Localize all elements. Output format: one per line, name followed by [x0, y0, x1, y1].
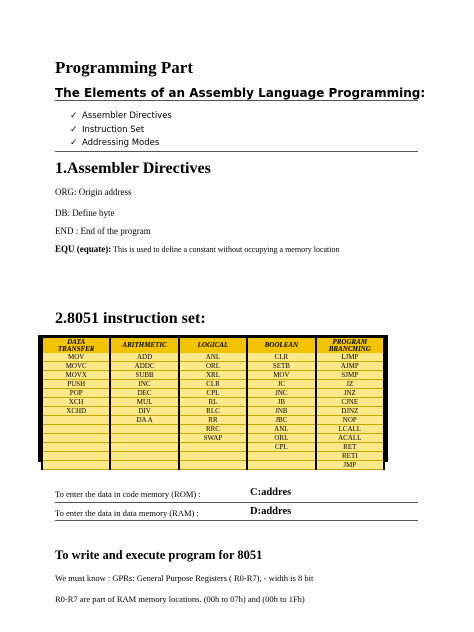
table-cell: NOP — [316, 416, 384, 425]
list-item: ✓ Instruction Set — [70, 124, 172, 138]
table-cell: MOV — [42, 353, 110, 362]
table-cell — [179, 443, 247, 452]
table-row — [42, 461, 384, 470]
write-execute-heading: To write and execute program for 8051 — [55, 548, 263, 562]
instruction-set-heading: 2.8051 instruction set: — [55, 310, 206, 327]
table-row — [42, 434, 384, 443]
table-cell: SWAP — [179, 434, 247, 443]
checkmark-icon: ✓ — [70, 138, 78, 148]
table-cell: ANL — [179, 353, 247, 362]
table-cell: SETB — [247, 362, 315, 371]
table-cell — [42, 452, 110, 461]
table-cell: ANL — [247, 425, 315, 434]
table-cell: JBC — [247, 416, 315, 425]
table-cell: XCHD — [42, 407, 110, 416]
directive-db: DB: Define byte — [55, 208, 115, 218]
table-cell: ADD — [110, 353, 178, 362]
table-cell: XCH — [42, 398, 110, 407]
checkmark-icon: ✓ — [70, 124, 78, 135]
data-memory-underline — [55, 520, 418, 521]
table-cell: DEC — [110, 389, 178, 398]
table-cell — [42, 416, 110, 425]
table-cell — [42, 434, 110, 443]
table-row — [42, 407, 384, 416]
table-cell — [42, 461, 110, 470]
table-header-row — [42, 338, 384, 353]
table-cell: MOVX — [42, 371, 110, 380]
heading-underline — [55, 100, 418, 101]
elements-heading: The Elements of an Assembly Language Programming: — [55, 86, 426, 100]
table-cell — [247, 461, 315, 470]
table-header-cell: DATA TRANSFER — [42, 338, 110, 353]
instruction-set-table — [38, 335, 388, 469]
table-cell: RLC — [179, 407, 247, 416]
table-cell — [179, 452, 247, 461]
data-memory-value: D:addres — [250, 506, 292, 517]
table-cell: MOV — [247, 371, 315, 380]
table-cell: ADDC — [110, 362, 178, 371]
table-row — [42, 416, 384, 425]
table-cell: AJMP — [316, 362, 384, 371]
table-cell: INC — [110, 380, 178, 389]
table-cell — [179, 461, 247, 470]
table-cell: RR — [179, 416, 247, 425]
table-cell: PUSH — [42, 380, 110, 389]
page-title: Programming Part — [55, 58, 194, 77]
assembler-directives-heading: 1.Assembler Directives — [55, 160, 211, 177]
table-row — [42, 371, 384, 380]
data-memory-label: To enter the data in data memory (RAM) : — [55, 508, 199, 518]
table-cell: LCALL — [316, 425, 384, 434]
table-cell: RET — [316, 443, 384, 452]
table-header-cell: LOGICAL — [179, 338, 247, 353]
table-row — [42, 452, 384, 461]
table-cell: JB — [247, 398, 315, 407]
table-cell: SJMP — [316, 371, 384, 380]
directive-equ-description: This is used to define a constant without occupying a memory location — [111, 245, 340, 254]
list-underline — [55, 151, 418, 152]
table-cell: RRC — [179, 425, 247, 434]
list-item: ✓ Addressing Modes — [70, 137, 172, 151]
table-cell: JC — [247, 380, 315, 389]
directive-org: ORG: Origin address — [55, 187, 132, 197]
table-row — [42, 362, 384, 371]
table-cell: JZ — [316, 380, 384, 389]
table-header-cell: BOOLEAN — [247, 338, 315, 353]
ram-note: R0-R7 are part of RAM memory locations. (00h to 07h) and (00h to 1Fh) — [55, 594, 305, 604]
table-cell: LJMP — [316, 353, 384, 362]
table-row — [42, 425, 384, 434]
table-cell: JNZ — [316, 389, 384, 398]
table-cell: CPL — [247, 443, 315, 452]
table-cell — [110, 461, 178, 470]
table-row — [42, 389, 384, 398]
table-cell — [110, 434, 178, 443]
table-cell: RL — [179, 398, 247, 407]
directive-equ — [55, 244, 340, 254]
table-cell — [110, 443, 178, 452]
table-cell: CPL — [179, 389, 247, 398]
table-header-cell: ARITHMETIC — [110, 338, 178, 353]
table-cell: CLR — [179, 380, 247, 389]
table-cell: RETI — [316, 452, 384, 461]
code-memory-label: To enter the data in code memory (ROM) : — [55, 489, 201, 499]
table-cell — [42, 425, 110, 434]
elements-list — [70, 110, 172, 151]
table-cell: POP — [42, 389, 110, 398]
table-cell: DJNZ — [316, 407, 384, 416]
table-cell: JMP — [316, 461, 384, 470]
table-row — [42, 398, 384, 407]
gpr-note: We must know : GPRs: General Purpose Registers ( R0-R7), - width is 8 bit — [55, 573, 314, 583]
directive-equ-label: EQU (equate): — [55, 244, 112, 254]
table-cell: JNB — [247, 407, 315, 416]
table-cell: ORL — [179, 362, 247, 371]
table-header-cell: PROGRAM BRANCHING — [316, 338, 384, 353]
table-cell: XRL — [179, 371, 247, 380]
table-row — [42, 443, 384, 452]
table-cell: MOVC — [42, 362, 110, 371]
checkmark-icon: ✓ — [70, 111, 78, 121]
code-memory-underline — [55, 502, 418, 503]
directive-end: END : End of the program — [55, 226, 151, 236]
list-item: ✓ Assembler Directives — [70, 110, 172, 124]
code-memory-value: C:addres — [250, 487, 292, 498]
table-cell: CLR — [247, 353, 315, 362]
table-cell: ACALL — [316, 434, 384, 443]
table-cell — [110, 452, 178, 461]
table-row — [42, 353, 384, 362]
table-cell — [42, 443, 110, 452]
table-cell — [247, 452, 315, 461]
table-cell: SUBB — [110, 371, 178, 380]
table-cell: MUL — [110, 398, 178, 407]
table-cell: JNC — [247, 389, 315, 398]
table-cell: DA A — [110, 416, 178, 425]
table-row — [42, 380, 384, 389]
table-cell: DIV — [110, 407, 178, 416]
table-cell — [110, 425, 178, 434]
table-cell: CJNE — [316, 398, 384, 407]
table-cell: ORL — [247, 434, 315, 443]
